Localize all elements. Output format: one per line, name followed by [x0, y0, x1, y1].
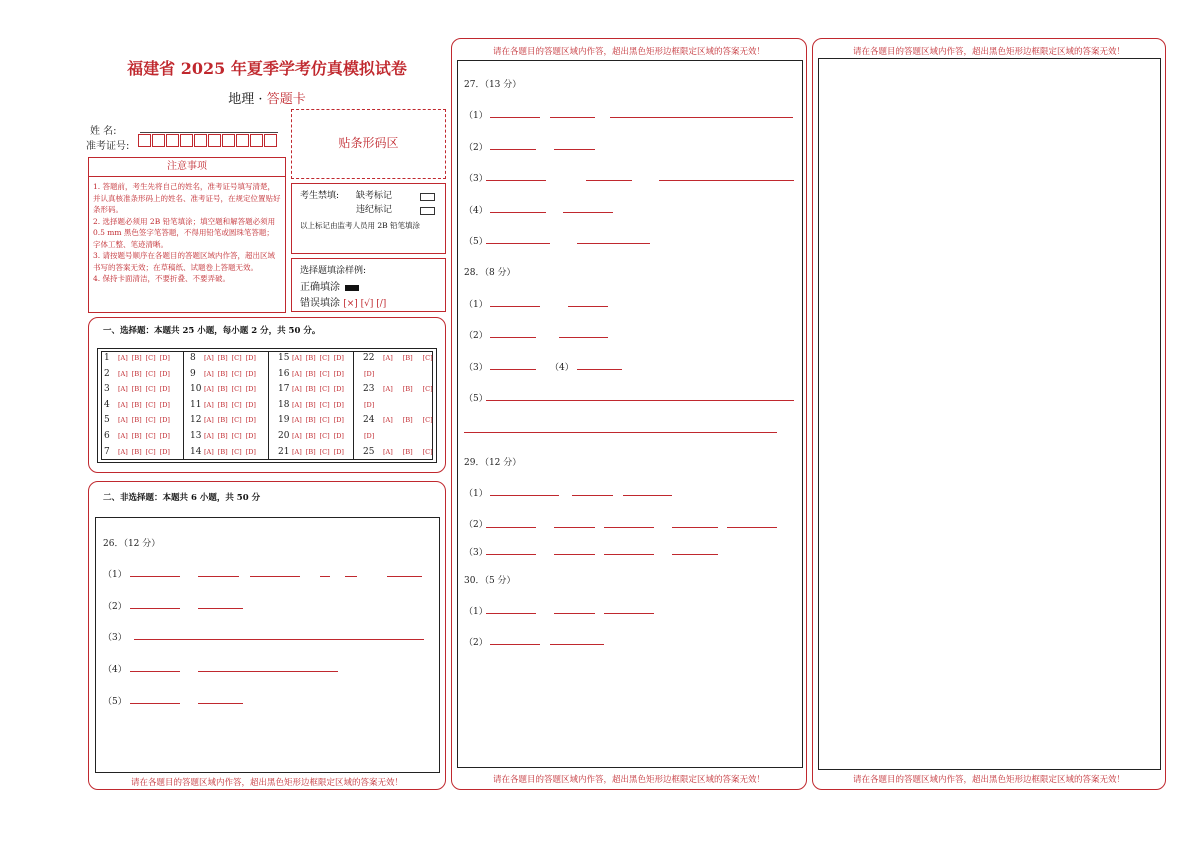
- mc-question-number: 6: [104, 431, 110, 441]
- q27-5-blank[interactable]: [486, 243, 550, 244]
- mc-option-bubble[interactable]: [D]: [159, 447, 170, 456]
- mc-question-number: 13: [190, 431, 202, 441]
- q26-1-blank[interactable]: [345, 576, 357, 577]
- mc-question-1: [104, 353, 170, 363]
- mc-option-bubble[interactable]: [D]: [364, 432, 375, 440]
- q30-part2: （2）: [464, 638, 488, 648]
- q30-part1: （1）: [464, 607, 488, 617]
- q30-2-blank[interactable]: [490, 644, 540, 645]
- panel2: [451, 38, 807, 790]
- q27-3-blank[interactable]: [586, 180, 632, 181]
- q28-3-blank[interactable]: [490, 369, 536, 370]
- violation-label: 违纪标记: [356, 205, 393, 215]
- mc-option-bubble[interactable]: [B]: [131, 400, 142, 409]
- q26-head: 26．（12 分）: [103, 539, 161, 549]
- header-warning: 请在各题目的答题区域内作答，超出黑色矩形边框限定区域的答案无效！: [492, 47, 765, 57]
- name-field[interactable]: [140, 132, 278, 133]
- q28-2-blank[interactable]: [490, 337, 536, 338]
- mc-option-bubble[interactable]: [A]: [383, 416, 393, 425]
- mc-question-22-d: [360, 369, 374, 378]
- mc-question-number: 11: [190, 399, 202, 410]
- absent-label: 缺考标记: [356, 191, 393, 201]
- correct-fill-label: 正确填涂: [300, 282, 340, 293]
- q29-3-blank[interactable]: [486, 554, 536, 555]
- correct-fill-mark: [345, 285, 359, 291]
- mc-option-bubble[interactable]: [A]: [204, 416, 214, 425]
- fill-example-title: 选择题填涂样例:: [300, 266, 367, 276]
- barcode-label: 贴条形码区: [338, 136, 399, 150]
- q26-part4: （4）: [103, 665, 127, 675]
- q26-2-blank[interactable]: [198, 608, 243, 609]
- mc-option-bubble[interactable]: [B]: [131, 354, 142, 362]
- mc-option-bubble[interactable]: [B]: [131, 385, 142, 394]
- q26-4-blank[interactable]: [198, 671, 338, 672]
- q26-1-blank[interactable]: [130, 576, 180, 577]
- mc-option-bubble[interactable]: [B]: [217, 400, 228, 409]
- q29-2-blank[interactable]: [672, 527, 718, 528]
- answer-card-label: 答题卡: [266, 92, 306, 107]
- mc-question-number: 21: [278, 446, 290, 457]
- q28-1-blank[interactable]: [490, 306, 540, 307]
- violation-box[interactable]: [420, 207, 435, 215]
- q29-1-blank[interactable]: [490, 495, 559, 496]
- mc-option-bubble[interactable]: [D]: [159, 385, 170, 394]
- mc-question-number: 24: [363, 415, 375, 426]
- q28-part1: （1）: [464, 300, 488, 310]
- q26-1-blank[interactable]: [387, 576, 422, 577]
- page-title: 福建省 2025 年夏季学考仿真模拟试卷: [127, 59, 407, 78]
- mc-option-bubble[interactable]: [B]: [402, 447, 413, 456]
- mc-option-bubble[interactable]: [C]: [145, 400, 156, 409]
- mc-option-bubble[interactable]: [D]: [333, 369, 344, 378]
- mc-option-bubble[interactable]: [A]: [204, 354, 214, 362]
- mc-question-number: 25: [363, 446, 375, 457]
- mc-option-bubble[interactable]: [C]: [319, 369, 330, 378]
- mc-option-bubble[interactable]: [A]: [292, 432, 302, 440]
- mc-question-25: [363, 447, 433, 457]
- mc-question-17: [278, 384, 344, 394]
- notice-box: [88, 157, 286, 313]
- mc-option-bubble[interactable]: [B]: [305, 416, 316, 425]
- mc-option-bubble[interactable]: [C]: [231, 447, 242, 456]
- mc-option-bubble[interactable]: [A]: [118, 400, 128, 409]
- mc-option-bubble[interactable]: [C]: [145, 354, 156, 362]
- q26-part3: （3）: [103, 633, 127, 643]
- mc-question-8: [190, 353, 256, 363]
- mc-option-bubble[interactable]: [A]: [204, 385, 214, 394]
- exam-status-box: [291, 183, 446, 254]
- q27-3-blank[interactable]: [659, 180, 794, 181]
- mc-option-bubble[interactable]: [D]: [245, 385, 256, 394]
- mc-question-number: 1: [104, 353, 110, 363]
- q26-1-blank[interactable]: [250, 576, 300, 577]
- absent-box[interactable]: [420, 193, 435, 201]
- q28-5-blank[interactable]: [486, 400, 794, 401]
- mc-option-bubble[interactable]: [B]: [217, 385, 228, 394]
- q27-2-blank[interactable]: [554, 149, 595, 150]
- mc-option-bubble[interactable]: [A]: [118, 354, 128, 362]
- q28-part4: （4）: [550, 363, 574, 373]
- subtitle: [92, 88, 442, 107]
- mc-option-bubble[interactable]: [A]: [383, 385, 393, 394]
- mc-option-bubble[interactable]: [B]: [217, 432, 228, 440]
- mc-question-number: 20: [278, 431, 290, 441]
- q28-1-blank[interactable]: [568, 306, 608, 307]
- exam-no-label: 准考证号:: [86, 141, 130, 152]
- q29-2-blank[interactable]: [554, 527, 595, 528]
- mc-option-bubble[interactable]: [C]: [231, 432, 242, 440]
- mc-option-bubble[interactable]: [C]: [145, 432, 156, 440]
- mc-question-2: [104, 369, 170, 379]
- mc-option-bubble[interactable]: [D]: [333, 416, 344, 425]
- q27-part4: （4）: [464, 206, 488, 216]
- mc-option-bubble[interactable]: [A]: [118, 385, 128, 394]
- mc-option-bubble[interactable]: [C]: [145, 385, 156, 394]
- panel2-answer-box: [457, 60, 803, 768]
- mc-question-number: 17: [278, 384, 290, 395]
- section1-title: 一、选择题：本题共 25 小题，每小题 2 分，共 50 分。: [103, 326, 321, 336]
- q26-part1: （1）: [103, 570, 127, 580]
- mc-question-15: [278, 353, 344, 363]
- mc-option-bubble[interactable]: [B]: [305, 385, 316, 394]
- mc-option-bubble[interactable]: [A]: [118, 432, 128, 440]
- q29-part3: （3）: [464, 548, 488, 558]
- mc-question-16: [278, 369, 344, 379]
- mc-question-6: [104, 431, 170, 441]
- q29-1-blank[interactable]: [572, 495, 613, 496]
- mc-option-bubble[interactable]: [A]: [292, 385, 302, 394]
- fill-example-box: [291, 258, 446, 312]
- mc-option-bubble[interactable]: [A]: [383, 354, 393, 362]
- subject-label: 地理: [228, 92, 255, 107]
- mc-question-19: [278, 415, 344, 425]
- mc-question-12: [190, 415, 256, 425]
- notice-list: [89, 177, 285, 285]
- mc-option-bubble[interactable]: [D]: [159, 416, 170, 425]
- q27-5-blank[interactable]: [577, 243, 650, 244]
- q27-part2: （2）: [464, 143, 488, 153]
- panel3: [812, 38, 1166, 790]
- q29-3-blank[interactable]: [672, 554, 718, 555]
- q26-2-blank[interactable]: [130, 608, 180, 609]
- footer-warning: 请在各题目的答题区域内作答，超出黑色矩形边框限定区域的答案无效！: [492, 775, 765, 785]
- footer-warning: 请在各题目的答题区域内作答，超出黑色矩形边框限定区域的答案无效！: [130, 778, 403, 788]
- mc-option-bubble[interactable]: [C]: [319, 400, 330, 409]
- mc-option-bubble[interactable]: [D]: [245, 369, 256, 378]
- header-warning: 请在各题目的答题区域内作答，超出黑色矩形边框限定区域的答案无效！: [852, 47, 1125, 57]
- notice-item: 4. 保持卡面清洁，不要折叠、不要弄破。: [93, 274, 231, 283]
- mc-option-bubble[interactable]: [C]: [422, 416, 433, 425]
- dot-separator: ·: [258, 92, 263, 107]
- footer-warning: 请在各题目的答题区域内作答，超出黑色矩形边框限定区域的答案无效！: [852, 775, 1125, 785]
- exam-status-note: 以上标记由监考人员用 2B 铅笔填涂: [300, 221, 421, 230]
- q27-1-blank[interactable]: [490, 117, 540, 118]
- mc-option-bubble[interactable]: [B]: [217, 369, 228, 378]
- q29-3-blank[interactable]: [604, 554, 654, 555]
- q26-1-blank[interactable]: [320, 576, 330, 577]
- mc-option-bubble[interactable]: [B]: [131, 416, 142, 425]
- mc-option-bubble[interactable]: [B]: [305, 400, 316, 409]
- mc-option-bubble[interactable]: [C]: [319, 447, 330, 456]
- mc-question-number: 16: [278, 368, 290, 379]
- mc-option-bubble[interactable]: [D]: [159, 354, 170, 362]
- mc-option-bubble[interactable]: [C]: [231, 416, 242, 425]
- mc-option-bubble[interactable]: [A]: [292, 447, 302, 456]
- wrong-fill-label: 错误填涂: [300, 298, 340, 309]
- q27-4-blank[interactable]: [563, 212, 613, 213]
- mc-option-bubble[interactable]: [B]: [131, 432, 142, 440]
- mc-option-bubble[interactable]: [D]: [245, 432, 256, 440]
- name-label: 姓 名:: [90, 126, 117, 137]
- q29-2-blank[interactable]: [604, 527, 654, 528]
- mc-option-bubble[interactable]: [D]: [159, 369, 170, 378]
- q27-3-blank[interactable]: [486, 180, 546, 181]
- mc-option-bubble[interactable]: [C]: [231, 354, 242, 362]
- notice-item: 2. 选择题必须用 2B 铅笔填涂；填空题和解答题必须用 0.5 mm 黑色签字笔答题，不得用铅笔或圆珠笔答题；字体工整、笔迹清晰。: [93, 216, 276, 249]
- mc-option-bubble[interactable]: [C]: [231, 400, 242, 409]
- mc-option-bubble[interactable]: [C]: [422, 354, 433, 362]
- mc-question-number: 9: [190, 368, 196, 379]
- mc-option-bubble[interactable]: [D]: [364, 400, 375, 409]
- exam-status-label: 考生禁填:: [300, 191, 340, 201]
- mc-option-bubble[interactable]: [D]: [364, 369, 375, 378]
- mc-option-bubble[interactable]: [B]: [305, 354, 316, 362]
- mc-question-24-d: [360, 431, 374, 440]
- mc-question-number: 4: [104, 399, 110, 410]
- mc-option-bubble[interactable]: [C]: [145, 416, 156, 425]
- mc-question-23-d: [360, 400, 374, 409]
- q29-3-blank[interactable]: [554, 554, 595, 555]
- mc-option-bubble[interactable]: [A]: [204, 400, 214, 409]
- mc-question-18: [278, 400, 344, 410]
- notice-title: 注意事项: [89, 158, 285, 177]
- mc-option-bubble[interactable]: [A]: [204, 432, 214, 440]
- q28-2-blank[interactable]: [559, 337, 608, 338]
- mc-question-number: 19: [278, 415, 290, 426]
- mc-option-bubble[interactable]: [A]: [118, 369, 128, 378]
- q29-part2: （2）: [464, 520, 488, 530]
- panel3-answer-box: [818, 58, 1161, 770]
- mc-question-number: 10: [190, 384, 202, 395]
- mc-option-bubble[interactable]: [B]: [217, 354, 228, 362]
- mc-option-bubble[interactable]: [D]: [333, 447, 344, 456]
- mc-option-bubble[interactable]: [D]: [245, 400, 256, 409]
- mc-question-3: [104, 384, 170, 394]
- mc-option-bubble[interactable]: [B]: [305, 447, 316, 456]
- wrong-fill-marks: [×] [√] [/]: [343, 299, 387, 309]
- mc-question-number: 3: [104, 384, 110, 395]
- mc-option-bubble[interactable]: [A]: [204, 447, 214, 456]
- mc-question-number: 8: [190, 353, 196, 363]
- q27-part1: （1）: [464, 111, 488, 121]
- mc-option-bubble[interactable]: [D]: [159, 432, 170, 440]
- q26-answer-box: [95, 517, 440, 773]
- q30-2-blank[interactable]: [550, 644, 604, 645]
- q26-part2: （2）: [103, 602, 127, 612]
- notice-item: 1. 答题前，考生先将自己的姓名，准考证号填写清楚，并认真核准条形码上的姓名、准考证号，在规定位置贴好条形码。: [93, 182, 281, 214]
- q29-2-blank[interactable]: [727, 527, 777, 528]
- mc-question-5: [104, 415, 170, 425]
- q27-part3: （3）: [464, 174, 488, 184]
- mc-question-21: [278, 447, 344, 457]
- mc-option-bubble[interactable]: [C]: [231, 369, 242, 378]
- section2-title: 二、非选择题：本题共 6 小题，共 50 分: [103, 493, 261, 503]
- q26-1-blank[interactable]: [198, 576, 239, 577]
- mc-question-7: [104, 447, 170, 457]
- mc-question-14: [190, 447, 256, 457]
- mc-option-bubble[interactable]: [C]: [422, 385, 433, 394]
- mc-option-bubble[interactable]: [A]: [292, 400, 302, 409]
- q30-head: 30．（5 分）: [464, 576, 516, 586]
- mc-question-number: 2: [104, 368, 110, 379]
- q27-4-blank[interactable]: [490, 212, 546, 213]
- mc-option-bubble[interactable]: [A]: [292, 354, 302, 362]
- mc-option-bubble[interactable]: [D]: [245, 354, 256, 362]
- q28-5-blank[interactable]: [464, 432, 777, 433]
- mc-question-23: [363, 384, 433, 394]
- q27-part5: （5）: [464, 237, 488, 247]
- q28-part3: （3）: [464, 363, 488, 373]
- mc-option-bubble[interactable]: [B]: [305, 432, 316, 440]
- mc-option-bubble[interactable]: [A]: [118, 416, 128, 425]
- mc-question-10: [190, 384, 256, 394]
- q30-1-blank[interactable]: [554, 613, 595, 614]
- mc-option-bubble[interactable]: [D]: [333, 432, 344, 440]
- mc-question-13: [190, 431, 256, 441]
- mc-option-bubble[interactable]: [D]: [159, 400, 170, 409]
- mc-option-bubble[interactable]: [C]: [319, 432, 330, 440]
- mc-question-number: 14: [190, 446, 202, 457]
- mc-question-4: [104, 400, 170, 410]
- mc-option-bubble[interactable]: [A]: [204, 369, 214, 378]
- q28-part2: （2）: [464, 331, 488, 341]
- mc-question-number: 23: [363, 384, 375, 395]
- mc-option-bubble[interactable]: [B]: [402, 354, 413, 362]
- mc-option-bubble[interactable]: [A]: [118, 447, 128, 456]
- mc-question-number: 5: [104, 415, 110, 426]
- mc-option-bubble[interactable]: [C]: [319, 385, 330, 394]
- mc-option-bubble[interactable]: [B]: [217, 416, 228, 425]
- q26-5-blank[interactable]: [198, 703, 243, 704]
- mc-question-20: [278, 431, 344, 441]
- q29-part1: （1）: [464, 489, 488, 499]
- q28-part5: （5）: [464, 394, 488, 404]
- q26-4-blank[interactable]: [130, 671, 180, 672]
- mc-option-bubble[interactable]: [A]: [292, 416, 302, 425]
- q28-4-blank[interactable]: [577, 369, 622, 370]
- notice-item: 3. 请按题号顺序在各题目的答题区域内作答，超出区域书写的答案无效；在草稿纸、试题卷上答题无效。: [93, 251, 276, 272]
- q27-1-blank[interactable]: [610, 117, 793, 118]
- mc-option-bubble[interactable]: [C]: [145, 369, 156, 378]
- mc-question-24: [363, 415, 433, 425]
- mc-question-number: 12: [190, 415, 202, 426]
- mc-option-bubble[interactable]: [D]: [333, 385, 344, 394]
- q29-1-blank[interactable]: [623, 495, 672, 496]
- mc-option-bubble[interactable]: [D]: [333, 354, 344, 362]
- q30-1-blank[interactable]: [486, 613, 536, 614]
- mc-option-bubble[interactable]: [B]: [217, 447, 228, 456]
- barcode-area: [291, 109, 446, 179]
- q26-part5: （5）: [103, 697, 127, 707]
- mc-option-bubble[interactable]: [B]: [402, 416, 413, 425]
- q27-head: 27．（13 分）: [464, 80, 522, 90]
- mc-question-9: [190, 369, 256, 379]
- section2-box: [88, 481, 446, 790]
- mc-option-bubble[interactable]: [C]: [319, 354, 330, 362]
- mc-question-number: 22: [363, 353, 375, 363]
- exam-no-cells[interactable]: [138, 134, 278, 153]
- mc-option-bubble[interactable]: [D]: [333, 400, 344, 409]
- q29-head: 29．（12 分）: [464, 458, 522, 468]
- mc-option-bubble[interactable]: [C]: [145, 447, 156, 456]
- mc-option-bubble[interactable]: [C]: [422, 447, 433, 456]
- mc-option-bubble[interactable]: [A]: [292, 369, 302, 378]
- q28-head: 28．（8 分）: [464, 268, 516, 278]
- mc-question-22: [363, 353, 433, 363]
- q26-3-blank[interactable]: [134, 639, 424, 640]
- mc-option-bubble[interactable]: [D]: [245, 416, 256, 425]
- mc-question-11: [190, 400, 256, 410]
- mc-option-bubble[interactable]: [B]: [131, 447, 142, 456]
- mc-option-bubble[interactable]: [D]: [245, 447, 256, 456]
- mc-option-bubble[interactable]: [B]: [305, 369, 316, 378]
- mc-option-bubble[interactable]: [B]: [131, 369, 142, 378]
- mc-option-bubble[interactable]: [C]: [319, 416, 330, 425]
- q29-2-blank[interactable]: [486, 527, 536, 528]
- q26-5-blank[interactable]: [130, 703, 180, 704]
- q27-1-blank[interactable]: [550, 117, 595, 118]
- mc-option-bubble[interactable]: [C]: [231, 385, 242, 394]
- mc-question-number: 18: [278, 399, 290, 410]
- mc-option-bubble[interactable]: [A]: [383, 447, 393, 456]
- q27-2-blank[interactable]: [490, 149, 536, 150]
- q30-1-blank[interactable]: [604, 613, 654, 614]
- mc-question-number: 15: [278, 353, 290, 363]
- mc-question-number: 7: [104, 446, 110, 457]
- mc-option-bubble[interactable]: [B]: [402, 385, 413, 394]
